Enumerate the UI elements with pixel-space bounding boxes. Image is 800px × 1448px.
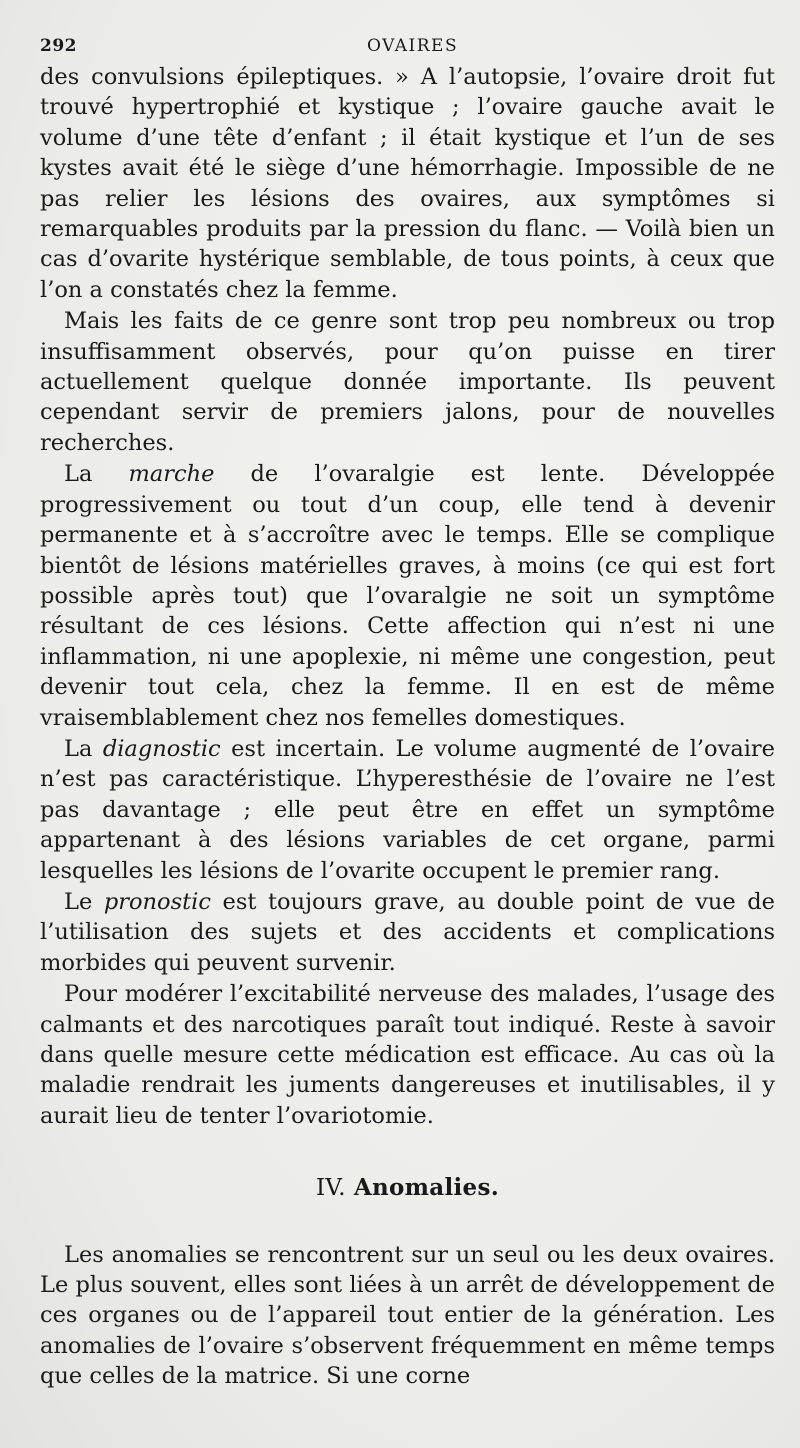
section-heading — [40, 1173, 775, 1203]
section-numeral: IV. — [315, 1175, 346, 1202]
paragraph — [40, 459, 775, 733]
italic-term: diagnostic — [102, 735, 221, 762]
text-run: de l’ovaralgie est lente. Développée progressivement ou tout d’un coup, elle tend à devenir permanente et à s’accroître avec le temps. Elle se complique bientôt de lésions matérielles graves, à moins (ce qui est fort possible après tout) que l’ovaralgie ne soit un symptôme résultant de ces lésions. Cette affection qui n’est ni une inflammation, ni une apoplexie, ni même une congestion, peut devenir tout cela, chez la femme. Il en est de même vraisemblablement chez nos femelles domestiques. — [40, 461, 775, 731]
text-run: est incertain. Le volume augmenté de l’ovaire n’est pas caractéristique. L’hyperesthésie de l’ovaire ne l’est pas davantage ; elle peut être en effet un symptôme appartenant à des lésions variables de cet organe, parmi lesquelles les lésions de l’ovarite occupent le premier rang. — [40, 735, 775, 884]
page-number: 292 — [40, 36, 77, 56]
section-title: Anomalies. — [353, 1174, 500, 1202]
paragraph — [40, 979, 775, 1131]
text-run: Les anomalies se rencontrent sur un seul ou les deux ovaires. Le plus souvent, elles sont liées à un arrêt de développement de ces organes ou de l’appareil tout entier de la génération. Les anomalies de l’ovaire s’observent fréquemment en même temps que celles de la matrice. Si une corne — [40, 1241, 775, 1390]
paragraph — [40, 306, 775, 458]
text-run: est toujours grave, au double point de vue de l’utilisation des sujets et des accidents et complications morbides qui peuvent survenir. — [40, 888, 775, 976]
text-run: La — [64, 735, 103, 762]
text-run: Le — [64, 888, 104, 915]
running-head: OVAIRES — [367, 36, 459, 56]
italic-term: marche — [128, 461, 215, 488]
paragraph — [40, 1240, 775, 1392]
book-page — [40, 30, 775, 1392]
text-run: Pour modérer l’excitabilité nerveuse des malades, l’usage des calmants et des narcotiques paraît tout indiqué. Reste à savoir dans quelle mesure cette médication est efficace. Au cas où la maladie rendrait les juments dangereuses et inutilisables, il y aurait lieu de tenter l’ovariotomie. — [40, 981, 775, 1129]
page-header — [40, 30, 775, 62]
paragraph-list — [40, 62, 775, 1131]
text-run: des convulsions épileptiques. » A l’autopsie, l’ovaire droit fut trouvé hypertrophié et kystique ; l’ovaire gauche avait le volume d’une tête d’enfant ; il était kystique et l’un de ses kystes avait été le siège d’une hémorrhagie. Impossible de ne pas relier les lésions des ovaires, aux symptômes si remarquables produits par la pression du flanc. — Voilà bien un cas d’ovarite hystérique semblable, de tous points, à ceux que l’on a constatés chez la femme. — [40, 64, 775, 303]
paragraph — [40, 734, 775, 886]
paragraph — [40, 62, 775, 305]
italic-term: pronostic — [103, 888, 211, 915]
main-text — [40, 62, 775, 1392]
section-paragraph-list — [40, 1240, 775, 1392]
text-run: La — [64, 461, 129, 488]
text-run: Mais les faits de ce genre sont trop peu nombreux ou trop insuffisamment observés, pour qu’on puisse en tirer actuellement quelque donnée importante. Ils peuvent cependant servir de premiers jalons, pour de nouvelles recherches. — [40, 308, 775, 456]
paragraph — [40, 887, 775, 978]
